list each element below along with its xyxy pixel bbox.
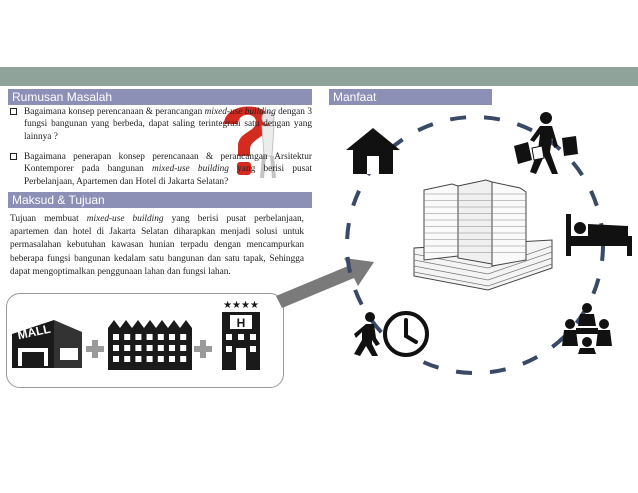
rumusan-point-1 bbox=[10, 106, 312, 146]
tujuan-italic: mixed-use building bbox=[86, 214, 164, 224]
rumusan-point-2 bbox=[10, 151, 312, 191]
rumusan-masalah-header: Rumusan Masalah bbox=[8, 89, 312, 105]
point-text: Bagaimana penerapan konsep perencanaan & perancangan Arsitektur Kontemporer pada bangunan bbox=[24, 152, 312, 175]
checkbox-bullet-icon bbox=[10, 153, 17, 160]
window-mark bbox=[158, 356, 164, 362]
point-text: yang berisi pusat Perbelanjaan, Apartemen dan Hotel di Jakarta Selatan? bbox=[24, 164, 312, 187]
point-italic: mixed-use building bbox=[152, 164, 229, 175]
manfaat-header: Manfaat bbox=[329, 89, 492, 105]
window-mark bbox=[147, 356, 153, 362]
hotel-stars: ★★★★ bbox=[223, 300, 259, 311]
window-mark bbox=[124, 334, 130, 340]
walker-icon bbox=[352, 312, 382, 356]
window-mark bbox=[180, 334, 186, 340]
bed-icon bbox=[566, 214, 632, 256]
plus-icon bbox=[194, 340, 212, 358]
window-mark bbox=[169, 345, 175, 351]
building-icon bbox=[408, 178, 558, 290]
point-italic: mixed-use building bbox=[204, 107, 276, 117]
hotel-letter: H bbox=[236, 316, 246, 330]
checkbox-bullet-icon bbox=[10, 108, 17, 115]
window-mark bbox=[169, 334, 175, 340]
window-mark bbox=[135, 334, 141, 340]
window-mark bbox=[113, 345, 119, 351]
shopper-icon bbox=[512, 112, 582, 174]
plus-icon bbox=[86, 340, 104, 358]
window-mark bbox=[147, 345, 153, 351]
window-mark bbox=[158, 345, 164, 351]
mall-sign: MALL bbox=[16, 321, 52, 343]
tujuan-paragraph bbox=[10, 213, 304, 279]
clock-icon bbox=[382, 310, 430, 358]
point-text: dengan 3 fungsi bangunan yang berbeda, dapat saling terintegrasi satu dengan yang lainnya ? bbox=[24, 107, 312, 142]
window-mark bbox=[124, 356, 130, 362]
hotel-icon bbox=[216, 298, 266, 370]
window-mark bbox=[135, 356, 141, 362]
window-mark bbox=[147, 334, 153, 340]
house-icon bbox=[346, 128, 400, 174]
apartment-icon bbox=[108, 320, 192, 370]
maksud-tujuan-header: Maksud & Tujuan bbox=[8, 192, 312, 208]
mall-icon bbox=[10, 312, 84, 370]
tujuan-text: Tujuan membuat bbox=[10, 214, 87, 224]
window-mark bbox=[180, 345, 186, 351]
window-mark bbox=[180, 356, 186, 362]
window-mark bbox=[124, 345, 130, 351]
window-mark bbox=[113, 334, 119, 340]
point-text: Bagaimana konsep perencanaan & perancangan bbox=[24, 107, 205, 117]
meeting-icon bbox=[562, 302, 612, 354]
header-band bbox=[0, 67, 638, 86]
window-mark bbox=[113, 356, 119, 362]
window-mark bbox=[158, 334, 164, 340]
window-mark bbox=[169, 356, 175, 362]
window-mark bbox=[135, 345, 141, 351]
tujuan-text: yang berisi pusat perbelanjaan, apartemen dan hotel di Jakarta Selatan diharapkan menjadi solusi untuk permasalahan kebutuhan kawasan hunian terpadu dengan mencampurkan beberapa fungsi bangunan kedalam satu bangunan dan satu tapak, Sehingga dapat mengoptimalkan penggunaan lahan dan fungsi lahan. bbox=[10, 214, 304, 277]
